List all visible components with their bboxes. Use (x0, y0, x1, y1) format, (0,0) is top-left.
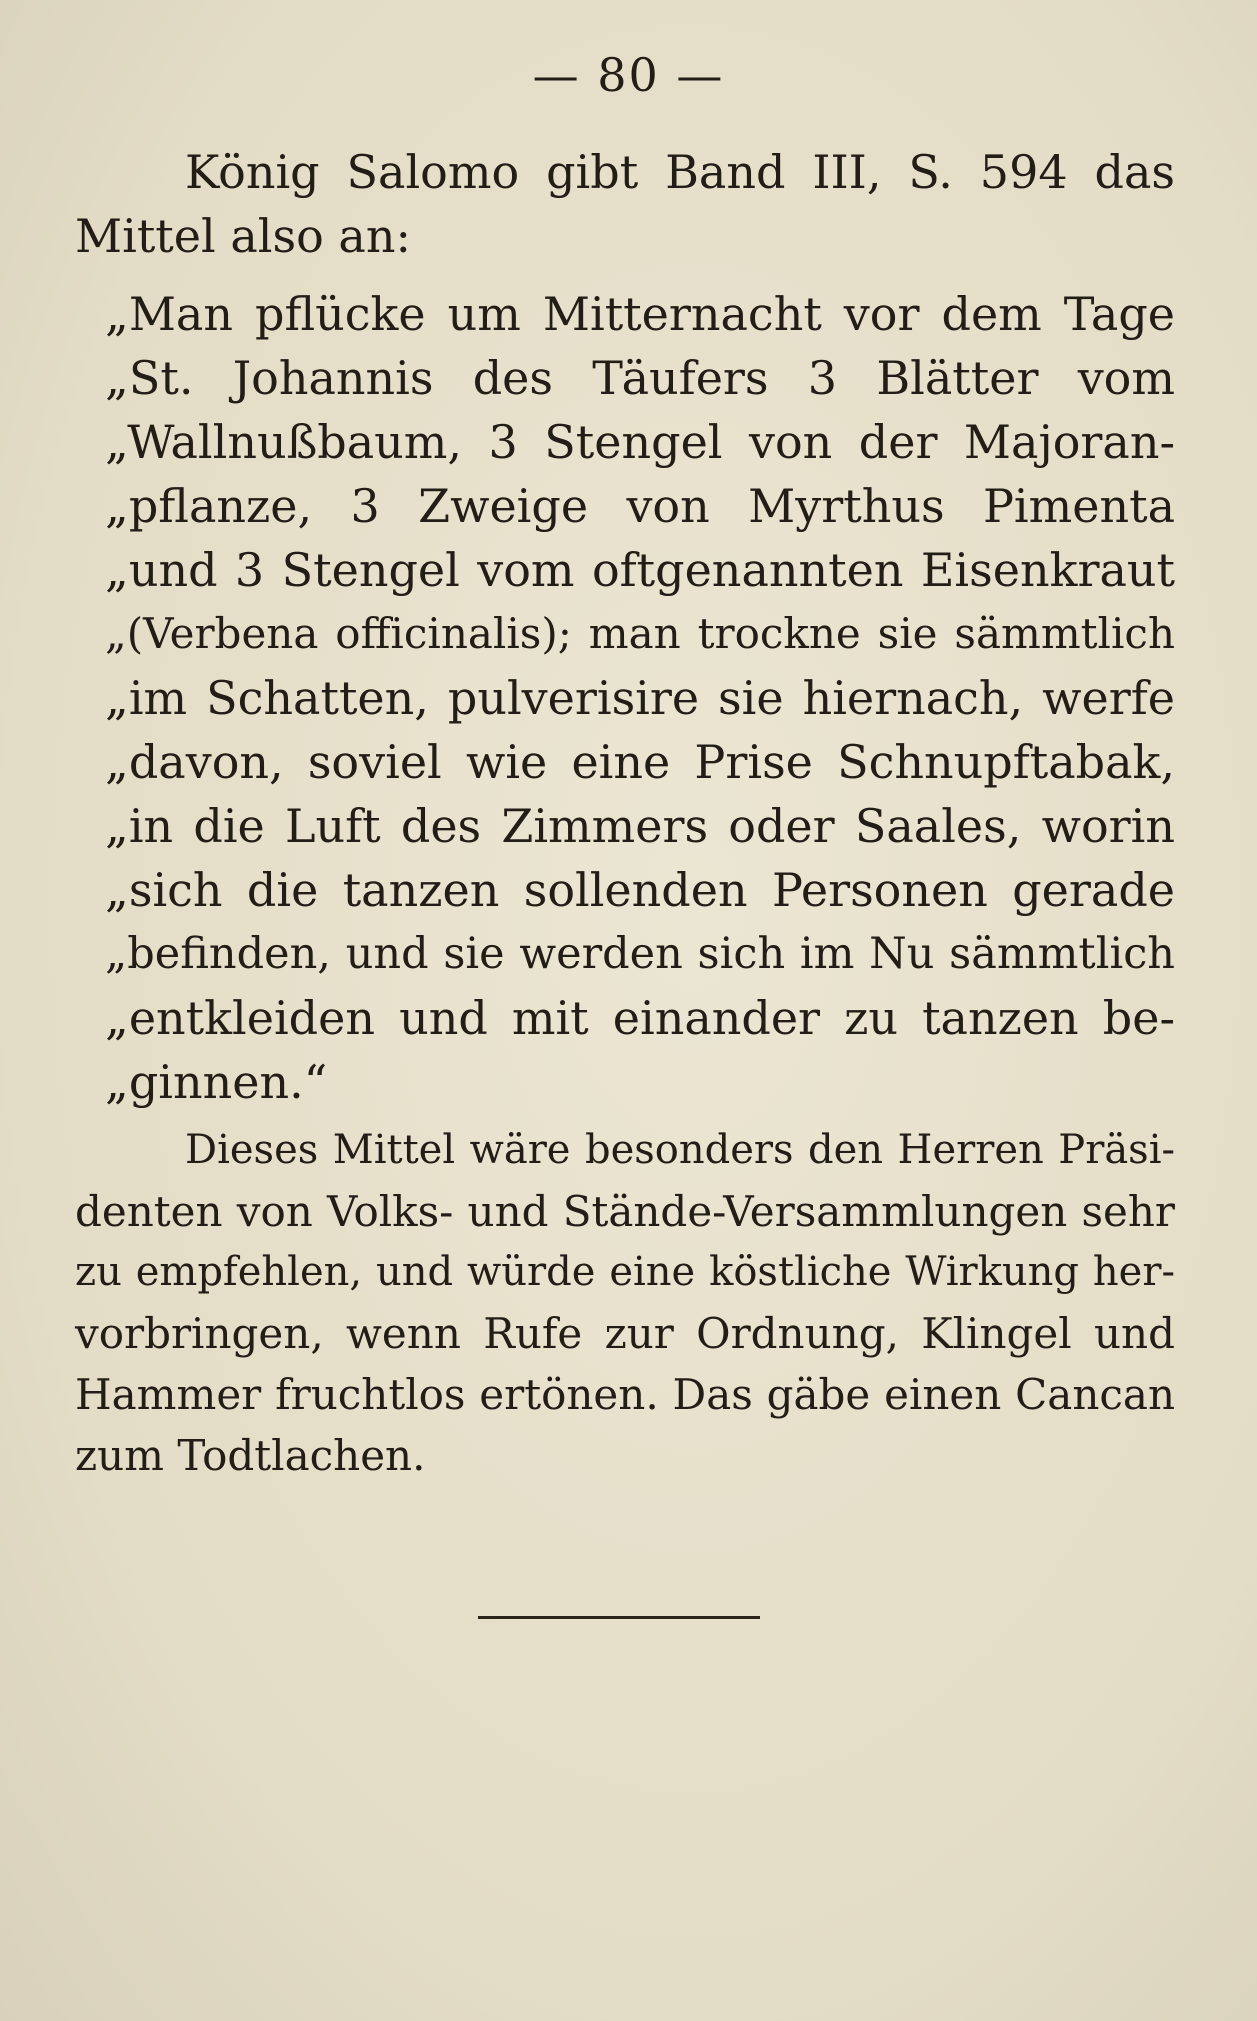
section-end-rule (478, 1616, 760, 1619)
text-line: „befinden, und sie werden sich im Nu sämmtlich (105, 929, 1175, 979)
paragraph-intro (75, 140, 1175, 268)
text-line: Hammer fruchtlos ertönen. Das gäbe einen Cancan (75, 1370, 1175, 1419)
text-line: zu empfehlen, und würde eine köstliche Wirkung her- (75, 1249, 1175, 1295)
text-line: König Salomo gibt Band III, S. 594 das (185, 145, 1175, 199)
page-number: — 80 — (532, 48, 725, 102)
text-line: „sich die tanzen sollenden Personen gerade (105, 863, 1175, 917)
text-line: „(Verbena officinalis); man trockne sie sämmtlich (105, 609, 1175, 658)
paragraph-quote (75, 282, 1175, 1114)
text-line: Mittel also an: (75, 209, 411, 263)
text-line: „ginnen.“ (105, 1055, 328, 1109)
text-line: „davon, soviel wie eine Prise Schnupftabak, (105, 735, 1175, 789)
text-line: denten von Volks- und Stände-Versammlungen sehr (75, 1187, 1175, 1236)
text-line: „und 3 Stengel vom oftgenannten Eisenkraut (105, 543, 1175, 597)
text-line: „St. Johannis des Täufers 3 Blätter vom (105, 351, 1175, 405)
text-line: „entkleiden und mit einander zu tanzen be- (105, 991, 1175, 1045)
text-line: „in die Luft des Zimmers oder Saales, worin (105, 799, 1175, 853)
text-line: „pflanze, 3 Zweige von Myrthus Pimenta (105, 479, 1175, 533)
text-line: „Man pflücke um Mitternacht vor dem Tage (105, 287, 1175, 341)
text-line: vorbringen, wenn Rufe zur Ordnung, Klingel und (75, 1309, 1175, 1358)
text-line: „Wallnußbaum, 3 Stengel von der Majoran- (105, 415, 1175, 469)
text-line: zum Todtlachen. (75, 1431, 426, 1480)
text-block (75, 140, 1175, 1486)
paragraph-commentary (75, 1120, 1175, 1486)
text-line: Dieses Mittel wäre besonders den Herren Präsi- (185, 1127, 1175, 1173)
text-line: „im Schatten, pulverisire sie hiernach, werfe (105, 671, 1175, 725)
